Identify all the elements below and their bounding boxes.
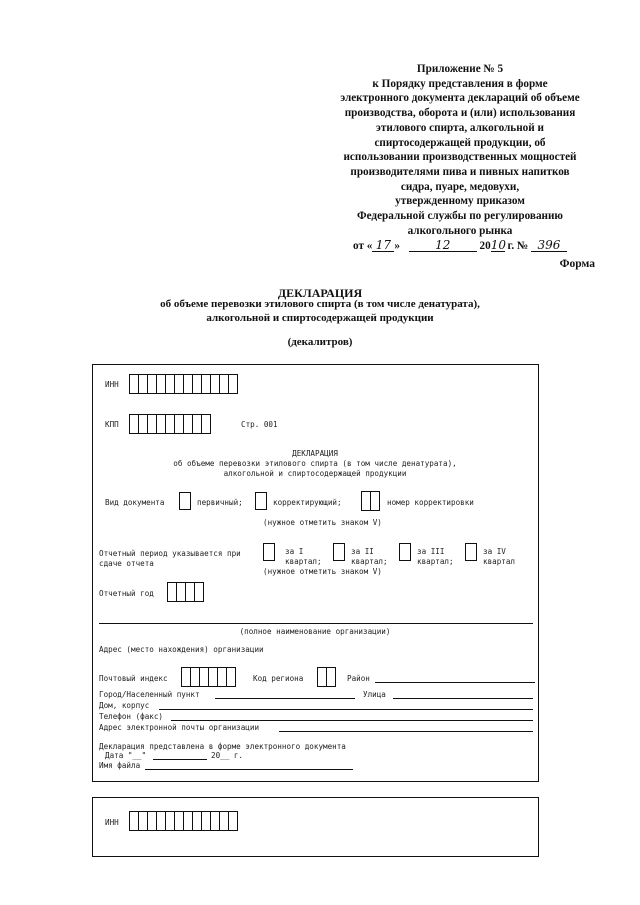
submitted-label: Декларация представлена в форме электронного документа <box>99 742 346 751</box>
page-number: Стр. 001 <box>241 420 278 429</box>
q4-checkbox[interactable] <box>465 543 477 561</box>
appendix-line: производителями пива и пивных напитков <box>350 165 570 178</box>
form-label: Форма <box>559 258 595 270</box>
region-cells[interactable] <box>317 667 335 687</box>
order-date-line <box>330 239 590 254</box>
region-label: Код региона <box>253 674 304 683</box>
appendix-line: Приложение № 5 <box>416 63 504 75</box>
phone-label: Телефон (факс) <box>99 712 164 721</box>
q1-label-2: квартал; <box>285 557 322 566</box>
district-input[interactable] <box>375 682 535 683</box>
correction-number-cells[interactable] <box>361 491 379 511</box>
period-label-1: Отчетный период указывается при <box>99 549 241 558</box>
doc-primary-checkbox[interactable] <box>179 492 191 510</box>
number-prefix: г. № <box>507 240 529 253</box>
order-day: 17 <box>372 239 394 252</box>
appendix-line: производства, оборота и (или) использования <box>344 107 576 120</box>
inn-cells[interactable] <box>129 374 237 394</box>
year-label: Отчетный год <box>99 589 154 598</box>
district-label: Район <box>347 674 370 683</box>
inn-label-2: ИНН <box>105 818 119 827</box>
org-name-caption: (полное наименование организации) <box>239 627 391 636</box>
declaration-form-page-2 <box>92 797 539 857</box>
city-label: Город/Населенный пункт <box>99 690 200 699</box>
file-name-input[interactable] <box>145 769 353 770</box>
submission-date-label: Дата "__" <box>105 751 147 760</box>
inn-cells-2[interactable] <box>129 811 237 831</box>
house-input[interactable] <box>159 709 533 710</box>
period-hint: (нужное отметить знаком V) <box>263 567 382 576</box>
declaration-subtitle-2: алкогольной и спиртосодержащей продукции <box>206 312 434 324</box>
year-cells[interactable] <box>167 582 203 602</box>
street-label: Улица <box>363 690 386 699</box>
doc-primary-label: первичный; <box>197 498 243 507</box>
date-mid: » <box>394 240 400 253</box>
correction-number-label: номер корректировки <box>387 498 474 507</box>
q2-checkbox[interactable] <box>333 543 345 561</box>
declaration-title: ДЕКЛАРАЦИЯ <box>277 286 363 300</box>
declaration-form <box>92 364 539 782</box>
q2-label: за II <box>351 547 374 556</box>
appendix-line: Федеральной службы по регулированию <box>357 210 563 223</box>
appendix-line: к Порядку представления в форме <box>372 77 548 90</box>
address-label: Адрес (место нахождения) организации <box>99 645 264 654</box>
postal-label: Почтовый индекс <box>99 674 168 683</box>
q1-checkbox[interactable] <box>263 543 275 561</box>
date-prefix: от « <box>353 240 373 253</box>
q3-label: за III <box>417 547 445 556</box>
inner-subtitle-2: алкогольной и спиртосодержащей продукции <box>223 469 407 478</box>
submission-date-year: 20__ г. <box>211 751 244 760</box>
appendix-line: утвержденному приказом <box>395 195 525 208</box>
city-input[interactable] <box>215 698 355 699</box>
q3-label-2: квартал; <box>417 557 454 566</box>
kpp-label: КПП <box>105 420 119 429</box>
declaration-units: (декалитров) <box>287 336 353 348</box>
appendix-line: сидра, пуаре, медовухи, <box>400 180 520 193</box>
order-number: 396 <box>531 239 567 252</box>
email-input[interactable] <box>279 731 533 732</box>
kpp-cells[interactable] <box>129 414 210 434</box>
email-label: Адрес электронной почты организации <box>99 723 260 732</box>
inner-subtitle-1: об объеме перевозки этилового спирта (в том числе денатурата), <box>173 459 457 468</box>
order-year: 10 <box>490 238 507 253</box>
postal-cells[interactable] <box>181 667 235 687</box>
appendix-line: спиртосодержащей продукции, об <box>374 136 546 149</box>
phone-input[interactable] <box>171 720 533 721</box>
file-name-label: Имя файла <box>99 761 141 770</box>
q4-label: за IV <box>483 547 506 556</box>
appendix-line: этилового спирта, алкогольной и <box>376 121 544 134</box>
q2-label-2: квартал; <box>351 557 388 566</box>
year-prefix: 20 <box>479 240 491 253</box>
declaration-subtitle-1: об объеме перевозки этилового спирта (в том числе денатурата), <box>160 298 480 310</box>
q4-label-2: квартал <box>483 557 516 566</box>
appendix-header <box>330 62 590 254</box>
house-label: Дом, корпус <box>99 701 150 710</box>
street-input[interactable] <box>393 698 533 699</box>
q1-label: за I <box>285 547 304 556</box>
doc-type-label: Вид документа <box>105 498 165 507</box>
submission-date-month[interactable] <box>153 759 207 760</box>
order-month: 12 <box>409 239 477 252</box>
inn-label: ИНН <box>105 380 119 389</box>
org-name-line[interactable] <box>99 623 533 624</box>
doc-type-hint: (нужное отметить знаком V) <box>263 518 382 527</box>
doc-correcting-checkbox[interactable] <box>255 492 267 510</box>
appendix-line: использовании производственных мощностей <box>343 151 577 164</box>
period-label-2: сдаче отчета <box>99 559 154 568</box>
doc-correcting-label: корректирующий; <box>273 498 342 507</box>
appendix-line: алкогольного рынка <box>407 224 513 237</box>
q3-checkbox[interactable] <box>399 543 411 561</box>
inner-title: ДЕКЛАРАЦИЯ <box>292 449 338 458</box>
appendix-line: электронного документа деклараций об объеме <box>340 92 580 105</box>
